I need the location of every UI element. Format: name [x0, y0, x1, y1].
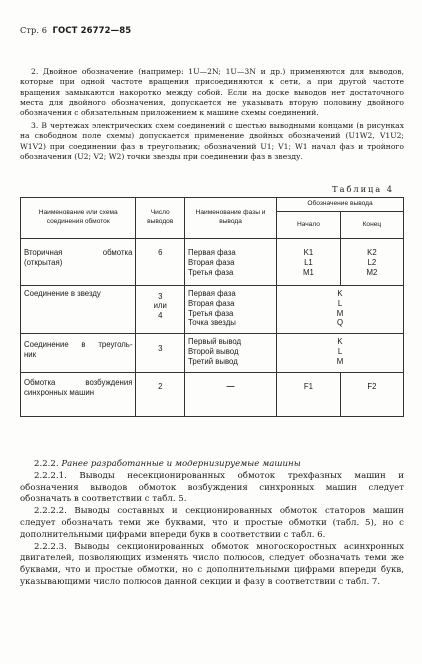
header-phase: Наименование фазы и вывода [185, 198, 277, 239]
row-name: Вторичная обмотка [24, 248, 133, 257]
paragraph-2: 2. Двойное обозначение (например: 1U—2N; 1U—3N и др.) применяются для выводов, которые при одной частоте вращения присоединяются к сети, а при другой частоте вращения замыкаются накоротко между собой. Если на доске выводов нет достаточного места для двойного обозначения, допускается не указывать вторую половину двойного обозначения с обязательным приложением к машине схемы соединений. [20, 67, 404, 118]
end-code: F2 [340, 373, 403, 417]
section-heading [20, 459, 404, 471]
row-name: синхронных машин [24, 387, 95, 397]
phase-label: Первая фаза [188, 248, 236, 257]
section-item: 2.2.2.2. Выводы составных и секционированных обмоток статоров машин следует обозначать теми же буквами, что и простые обмотки (табл. 5), но с дополнительными цифрами впереди букв в соответствии с табл. 6. [20, 506, 404, 540]
end-code: K2 [367, 248, 377, 257]
table-caption: Таблица 4 [332, 184, 394, 194]
phase-label: Второй вывод [188, 346, 239, 356]
start-code: M [336, 308, 344, 318]
phase-label: Третий вывод [188, 356, 238, 366]
end-code: M2 [366, 267, 378, 277]
page-header [20, 25, 131, 36]
table-row [21, 239, 404, 286]
section-number: 2.2.2. [34, 459, 59, 469]
paragraph-3: 3. В чертежах электрических схем соединений с шестью выводными концами (в рисунках на свободном поле схемы) допускается применение двойных обозначений (U1W2, V1U2; W1V2) при соединении фаз в треугольник; обозначений U1; V1; W1 начал фаз и тройного обозначения (U2; V2; W2) точки звезды при соединении фаз в звезду. [20, 121, 404, 161]
row-name: Обмотка возбуждения [24, 378, 133, 387]
table-row [21, 373, 404, 417]
terminal-designation-table [20, 197, 404, 417]
section-item: 2.2.2.3. Выводы секционированных обмоток многоскоростных асинхронных двигателей, позволяющих изменять число полюсов, следует обозначать теми же буквами, что и простые обмотки, но с дополнительными цифрами впереди букв, указывающими число полюсов данной секции и фазу в соответствии с табл. 7. [20, 541, 404, 587]
page-label: Стр. 6 [20, 25, 48, 35]
start-code: Q [336, 318, 344, 328]
phase-label: Вторая фаза [188, 298, 235, 308]
row-count: 2 [136, 373, 185, 417]
start-code: K [337, 289, 343, 298]
table-row [21, 286, 404, 334]
section-2-2-2 [20, 459, 404, 589]
row-count: 3 [136, 334, 185, 373]
row-count: 3 или 4 [136, 286, 185, 334]
end-code: L2 [367, 257, 377, 267]
phase-label: Первый вывод [188, 337, 242, 346]
row-name: (открытая) [24, 257, 63, 267]
header-connection: Наименование или схема соединения обмоток [21, 198, 136, 239]
section-title: Ранее разработанные и модернизируемые машины [61, 459, 301, 469]
start-code: K1 [303, 248, 314, 257]
phase-label: Первая фаза [188, 289, 236, 298]
row-phase-dash: — [185, 373, 277, 417]
row-name: Соединение в треуголь- [24, 340, 133, 349]
row-count: 6 [136, 239, 185, 286]
header-count: Число выводов [136, 198, 185, 239]
table-row [21, 334, 404, 373]
row-name: Соединение в звезду [24, 289, 101, 298]
start-code: L [337, 346, 343, 356]
start-code: F1 [277, 373, 341, 417]
start-code: L1 [304, 257, 313, 267]
phase-label: Третья фаза [188, 308, 234, 318]
start-code: K [337, 337, 343, 346]
header-end: Конец [340, 212, 403, 239]
phase-label: Третья фаза [188, 267, 234, 277]
start-code: M [336, 356, 344, 366]
row-name: ник [24, 349, 37, 359]
start-code: L [337, 298, 343, 308]
phase-label: Точка звезды [188, 318, 236, 328]
start-code: M1 [303, 267, 314, 277]
standard-number: ГОСТ 26772—85 [52, 26, 132, 36]
phase-label: Вторая фаза [188, 257, 235, 267]
header-designation: Обозначение вывода [277, 198, 404, 212]
header-start: Начало [277, 212, 341, 239]
section-item: 2.2.2.1. Выводы несекционированных обмоток трехфазных машин и обозначения выводов обмоток возбуждения синхронных машин следует обозначать в соответствии с табл. 5. [20, 470, 404, 505]
